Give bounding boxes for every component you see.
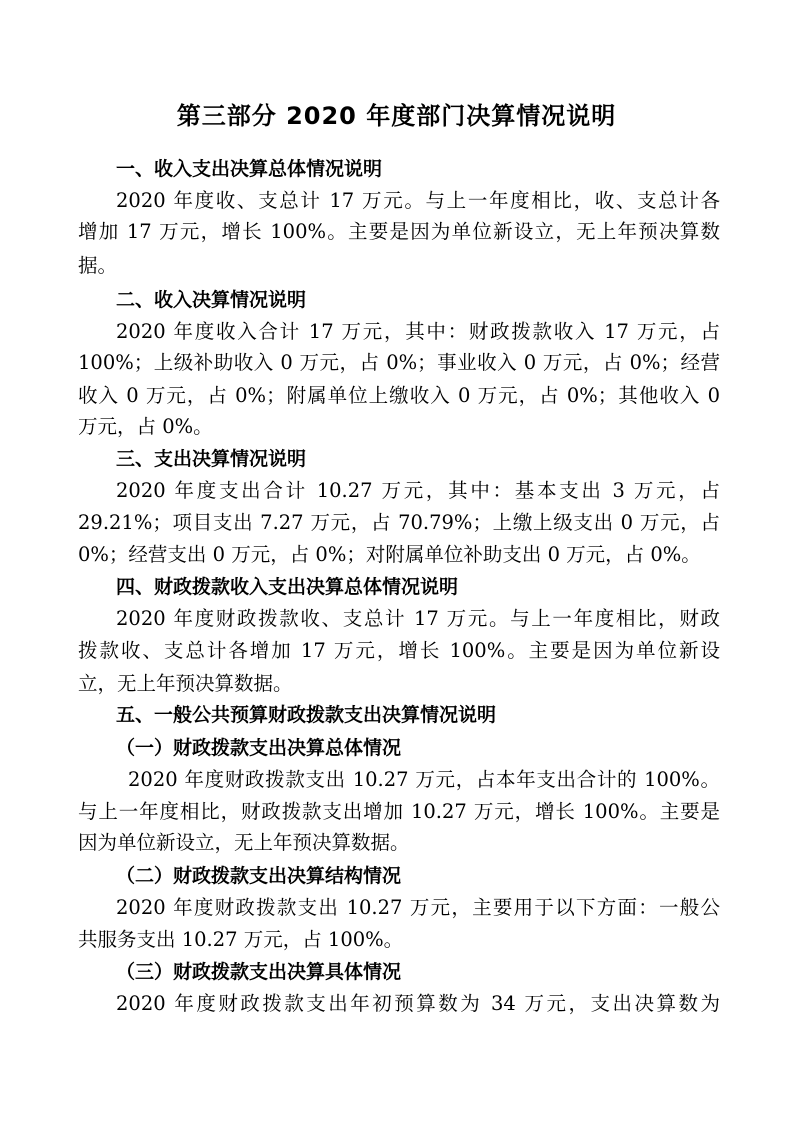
paragraph-line: 2020 年度支出合计 10.27 万元，其中：基本支出 3 万元，占 <box>116 479 720 502</box>
section-3-heading: 三、支出决算情况说明 <box>116 448 307 470</box>
paragraph-line: 2020 年度财政拨款支出 10.27 万元，主要用于以下方面：一般公 <box>116 896 720 919</box>
paragraph-line: 共服务支出 10.27 万元，占 100%。 <box>78 928 404 951</box>
paragraph-line: 因为单位新设立，无上年预决算数据。 <box>78 831 410 854</box>
subsection-1-heading: （一）财政拨款支出决算总体情况 <box>116 737 402 759</box>
paragraph-line: 2020 年度收入合计 17 万元，其中：财政拨款收入 17 万元，占 <box>116 320 720 343</box>
paragraph-line: 2020 年度收、支总计 17 万元。与上一年度相比，收、支总计各 <box>116 189 720 212</box>
section-4-heading: 四、财政拨款收入支出决算总体情况说明 <box>116 576 459 598</box>
section-2-heading: 二、收入决算情况说明 <box>116 289 307 311</box>
page-title: 第三部分 2020 年度部门决算情况说明 <box>176 102 617 130</box>
paragraph-line: 100%；上级补助收入 0 万元，占 0%；事业收入 0 万元，占 0%；经营 <box>78 351 720 374</box>
subsection-2-heading: （二）财政拨款支出决算结构情况 <box>116 865 402 887</box>
paragraph-line: 据。 <box>78 254 118 277</box>
paragraph-line: 立，无上年预决算数据。 <box>78 672 293 695</box>
subsection-3-heading: （三）财政拨款支出决算具体情况 <box>116 961 402 983</box>
paragraph-line: 2020 年度财政拨款收、支总计 17 万元。与上一年度相比，财政 <box>116 607 720 630</box>
paragraph-line: 0%；经营支出 0 万元，占 0%；对附属单位补助支出 0 万元，占 0%。 <box>78 543 701 566</box>
paragraph-line: 增加 17 万元，增长 100%。主要是因为单位新设立，无上年预决算数 <box>78 220 720 243</box>
section-5-heading: 五、一般公共预算财政拨款支出决算情况说明 <box>116 704 497 726</box>
section-1-heading: 一、收入支出决算总体情况说明 <box>116 158 383 180</box>
paragraph-line: 拨款收、支总计各增加 17 万元，增长 100%。主要是因为单位新设 <box>78 639 720 662</box>
paragraph-line: 29.21%；项目支出 7.27 万元，占 70.79%；上缴上级支出 0 万元，占 <box>78 511 720 534</box>
paragraph-line: 2020 年度财政拨款支出年初预算数为 34 万元，支出决算数为 <box>116 992 720 1015</box>
paragraph-line: 2020 年度财政拨款支出 10.27 万元，占本年支出合计的 100%。 <box>128 768 720 791</box>
paragraph-line: 万元，占 0%。 <box>78 415 213 438</box>
paragraph-line: 收入 0 万元，占 0%；附属单位上缴收入 0 万元，占 0%；其他收入 0 <box>78 384 720 407</box>
paragraph-line: 与上一年度相比，财政拨款支出增加 10.27 万元，增长 100%。主要是 <box>78 800 720 823</box>
